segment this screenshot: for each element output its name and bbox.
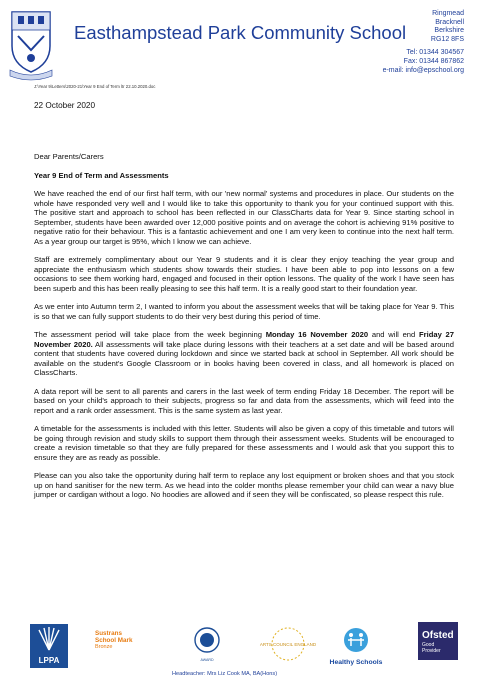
ofsted-rating — [422, 643, 441, 654]
award-icon — [192, 626, 222, 656]
paragraph — [34, 330, 454, 377]
school-name: Easthampstead Park Community School — [74, 22, 407, 43]
salutation: Dear Parents/Carers — [34, 152, 104, 161]
award-badge-logo — [192, 626, 222, 662]
people-icon — [326, 626, 386, 656]
ofsted-logo — [418, 622, 458, 660]
healthy-schools-label: Healthy Schools — [329, 659, 383, 666]
arts-council-label: ARTS COUNCIL ENGLAND — [259, 642, 317, 647]
healthy-schools-logo — [326, 626, 386, 666]
footer-logos — [0, 612, 488, 689]
letter-heading: Year 9 End of Term and Assessments — [34, 170, 169, 180]
school-address — [383, 10, 464, 75]
paragraph: A timetable for the assessments is included with this letter. Students will also be given a copy of this timetable and tutors will be going through revision and study skills to support them through their assessment weeks. Students will be encouraged to create a revision timetable so that they are fully prepared for these assessments and I would ask that you support this to ensure they are as ready as possible. — [34, 424, 454, 462]
text-run: and will end — [368, 330, 419, 340]
paragraph: Staff are extremely complimentary about our Year 9 students and it is clear they enjoy teaching the year group and appreciate the enthusiasm which students show towards their studies. I have been able to pop into lessons on a few occasions to see them working hard, engaged and focused in their option lessons. The quality of the work I have seen has been superb and this has been really pleasing to see this half term. It is a really good start to their foundation year. — [34, 255, 454, 293]
address-line: RG12 8FS — [430, 35, 464, 43]
telephone: Tel: 01344 304567 — [406, 49, 464, 57]
arts-council-logo — [259, 624, 317, 664]
paragraph: Please can you also take the opportunity during half term to replace any lost equipment or broken shoes and that you stock up on hand sanitiser for the new term. As we head into the colder months please remember your child can wear a navy blue jumper or cardigan without a logo. No hoodies are allowed and if seen they will be confiscated, so please respect this rule. — [34, 471, 454, 500]
letter-date: 22 October 2020 — [34, 101, 95, 110]
email: e-mail: info@epschool.org — [382, 66, 464, 74]
document-reference: J:\Year 9\Letters\2020-21\Year 9 End of Term ltr 22.10.2020.doc — [34, 84, 156, 89]
ofsted-name: Ofsted — [422, 630, 454, 641]
sustrans-logo — [95, 630, 147, 660]
text-run: The assessment period will take place from the week beginning — [34, 330, 266, 340]
ofsted-provider: Provider — [422, 647, 441, 654]
lppa-logo — [30, 624, 68, 668]
school-crest-logo — [8, 6, 54, 80]
pencils-icon — [30, 624, 68, 654]
paragraph: We have reached the end of our first half term, with our 'new normal' systems and procedures in place. Our students on the whole have responded very well and I would like to take this opportunity to thank you for your continued support with this. The positive start and approach to school has been reflected in our ClassCharts data for Year 9. Since starting school in September, students have been awarded over 12,000 positive points and on average the cohort is achieving 91% positive to negative ratio for their behaviour. This is a fantastic achievement and one I am very keen to continue into the next half term. As a year group our target is 95%, which I know we can achieve. — [34, 189, 454, 246]
headteacher-name: Headteacher: Mrs Liz Cook MA, BA(Hons) — [172, 671, 278, 677]
lppa-label: LPPA — [38, 656, 60, 665]
address-line: Ringmead — [432, 10, 464, 17]
sustrans-name: Sustrans — [95, 630, 122, 637]
text-run: All assessments will take place during lessons with their teachers at a set date and will be based around content that students have covered during lockdown and since we started back at school in September. All work should be available on the student's Google Classroom or in books having been covered in class, and all homework is placed on ClassCharts. — [34, 339, 454, 378]
sustrans-mark: School Mark — [95, 637, 133, 644]
address-line: Bracknell — [435, 18, 464, 26]
paragraph: A data report will be sent to all parents and carers in the last week of term ending Friday 18 December. The report will be based on your child's approach to their subjects, progress so far and data from the assessments, which will feed into the report and a rank order assessment. This is the same system as last year. — [34, 386, 454, 415]
fax: Fax: 01344 867862 — [403, 57, 464, 65]
address-line: Berkshire — [434, 27, 464, 35]
end-date: Friday 27 November 2020. — [34, 330, 454, 349]
letter-body — [34, 152, 454, 509]
start-date: Monday 16 November 2020 — [265, 330, 369, 340]
paragraph: As we enter into Autumn term 2, I wanted to inform you about the assessment weeks that will be taking place for Year 9. This is so that we can fully support students to do their very best during this period of time. — [34, 302, 454, 321]
award-label: AWARD — [200, 658, 214, 662]
sustrans-level: Bronze — [95, 644, 113, 650]
ofsted-good: Good — [422, 642, 435, 648]
